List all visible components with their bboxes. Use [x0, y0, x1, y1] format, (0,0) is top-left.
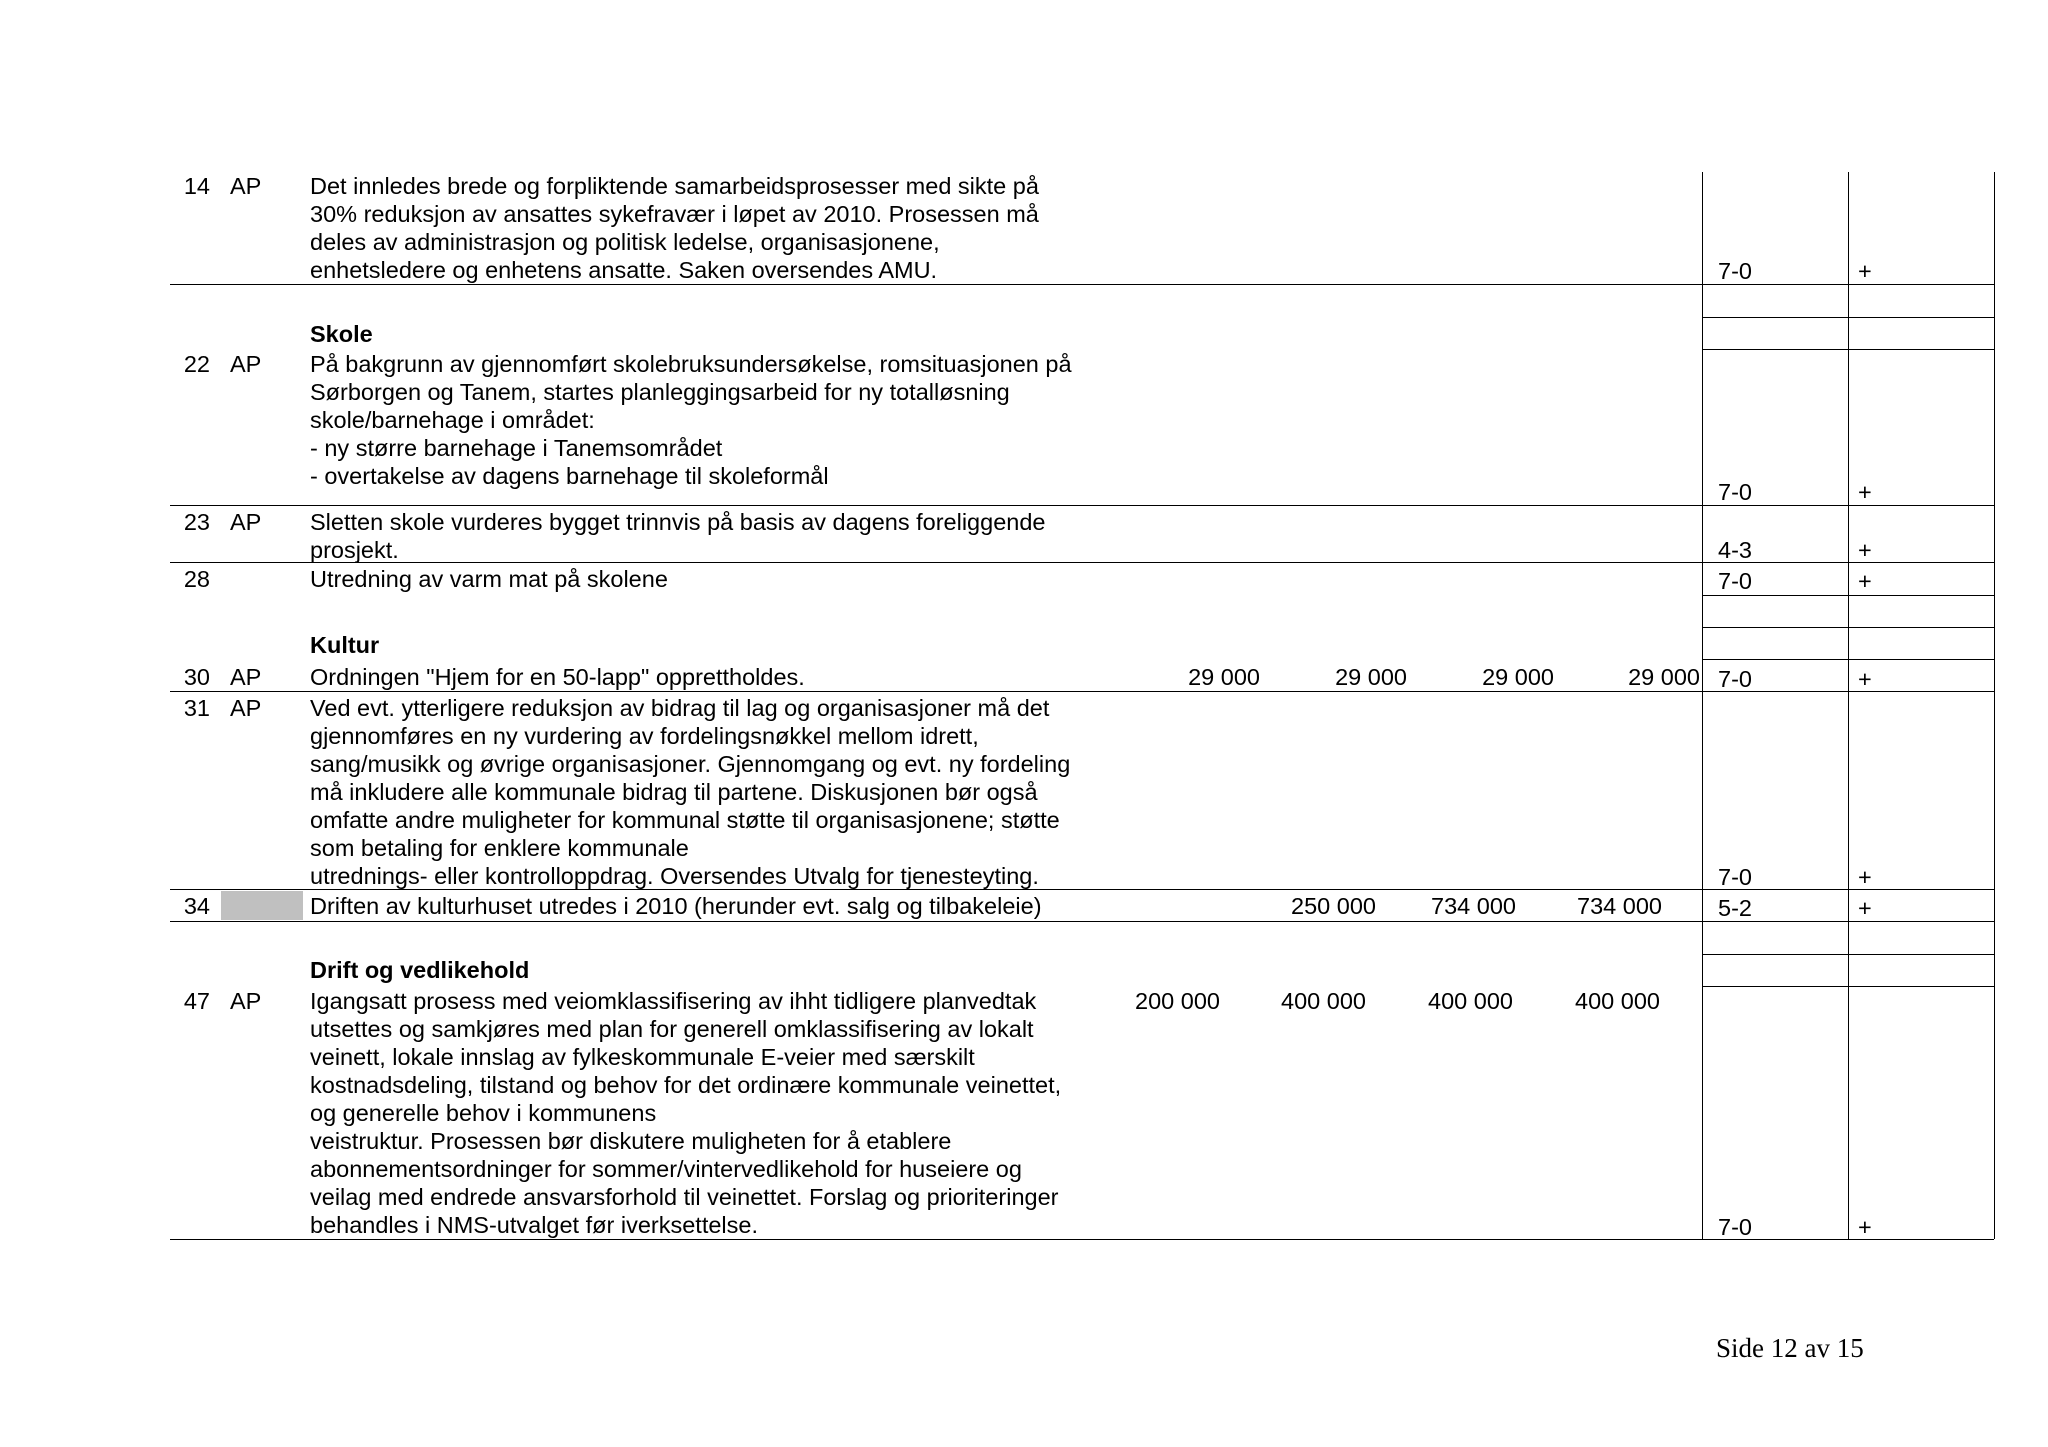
outcome-mark: +	[1858, 895, 1872, 921]
row-text-line: veinett, lokale innslag av fylkeskommunale E-veier med særskilt	[310, 1044, 975, 1070]
amount-2011: 250 000	[1291, 893, 1376, 919]
row-number: 22	[183, 351, 210, 377]
amount-2013: 29 000	[1628, 664, 1700, 690]
outcome-mark: +	[1858, 864, 1872, 890]
row-number: 47	[183, 988, 210, 1014]
row-text-line: deles av administrasjon og politisk ledelse, organisasjonene,	[310, 229, 940, 255]
row-text-line: Ved evt. ytterligere reduksjon av bidrag til lag og organisasjoner må det	[310, 695, 1050, 721]
section-heading-skole: Skole	[310, 321, 373, 347]
row-text-line: veistruktur. Prosessen bør diskutere muligheten for å etablere	[310, 1128, 952, 1154]
vote-result: 4-3	[1718, 537, 1752, 563]
party-label: AP	[230, 695, 262, 721]
row-number: 14	[183, 173, 210, 199]
row-text-line: På bakgrunn av gjennomført skolebruksundersøkelse, romsituasjonen på	[310, 351, 1072, 377]
vote-result: 7-0	[1718, 666, 1752, 692]
row-text-line: Utredning av varm mat på skolene	[310, 566, 668, 592]
row-text-line: som betaling for enklere kommunale	[310, 835, 689, 861]
amount-2013: 400 000	[1575, 988, 1660, 1014]
row-text-line: abonnementsordninger for sommer/vintervedlikehold for huseiere og	[310, 1156, 1022, 1182]
party-label: AP	[230, 509, 262, 535]
row-text-line: gjennomføres en ny vurdering av fordelingsnøkkel mellom idrett,	[310, 723, 979, 749]
vote-result: 7-0	[1718, 568, 1752, 594]
row-text-line: - ny større barnehage i Tanemsområdet	[310, 435, 723, 461]
outcome-mark: +	[1858, 479, 1872, 505]
amount-2010: 29 000	[1188, 664, 1260, 690]
column-divider	[1994, 172, 1995, 1239]
row-text-line: utsettes og samkjøres med plan for generell omklassifisering av lokalt	[310, 1016, 1034, 1042]
vote-result: 5-2	[1718, 895, 1752, 921]
row-number: 23	[183, 509, 210, 535]
row-text-line: må inkludere alle kommunale bidrag til partene. Diskusjonen bør også	[310, 779, 1038, 805]
outcome-mark: +	[1858, 537, 1872, 563]
row-text-line: veilag med endrede ansvarsforhold til veinettet. Forslag og prioriteringer	[310, 1184, 1059, 1210]
amount-2012: 734 000	[1431, 893, 1516, 919]
outcome-mark: +	[1858, 258, 1872, 284]
row-text-line: Ordningen "Hjem for en 50-lapp" opprettholdes.	[310, 664, 805, 690]
column-divider	[1702, 172, 1703, 1239]
outcome-mark: +	[1858, 1214, 1872, 1240]
row-text-line: enhetsledere og enhetens ansatte. Saken oversendes AMU.	[310, 257, 938, 283]
column-divider	[1848, 172, 1849, 1239]
vote-result: 7-0	[1718, 864, 1752, 890]
row-text-line: - overtakelse av dagens barnehage til skoleformål	[310, 463, 829, 489]
row-number: 28	[183, 566, 210, 592]
row-text-line: prosjekt.	[310, 537, 399, 563]
party-label: AP	[230, 988, 262, 1014]
row-text-line: Det innledes brede og forpliktende samarbeidsprosesser med sikte på	[310, 173, 1039, 199]
shaded-cell	[221, 891, 303, 920]
party-label: AP	[230, 173, 262, 199]
row-number: 30	[183, 664, 210, 690]
row-text-line: sang/musikk og øvrige organisasjoner. Gjennomgang og evt. ny fordeling	[310, 751, 1071, 777]
party-label: AP	[230, 351, 262, 377]
amount-2011: 29 000	[1335, 664, 1407, 690]
row-text-line: Igangsatt prosess med veiomklassifisering av ihht tidligere planvedtak	[310, 988, 1037, 1014]
section-heading-kultur: Kultur	[310, 632, 380, 658]
row-text-line: behandles i NMS-utvalget før iverksettelse.	[310, 1212, 758, 1238]
row-text-line: Sletten skole vurderes bygget trinnvis på basis av dagens foreliggende	[310, 509, 1046, 535]
vote-result: 7-0	[1718, 1214, 1752, 1240]
row-number: 31	[183, 695, 210, 721]
section-heading-drift: Drift og vedlikehold	[310, 957, 530, 983]
row-text-line: Sørborgen og Tanem, startes planleggingsarbeid for ny totalløsning	[310, 379, 1010, 405]
vote-result: 7-0	[1718, 479, 1752, 505]
amount-2013: 734 000	[1577, 893, 1662, 919]
row-text-line: og generelle behov i kommunens	[310, 1100, 657, 1126]
amount-2012: 29 000	[1482, 664, 1554, 690]
party-label: AP	[230, 664, 262, 690]
amount-2011: 400 000	[1281, 988, 1366, 1014]
row-text-line: 30% reduksjon av ansattes sykefravær i løpet av 2010. Prosessen må	[310, 201, 1039, 227]
row-text-line: skole/barnehage i området:	[310, 407, 595, 433]
outcome-mark: +	[1858, 568, 1872, 594]
page-number: Side 12 av 15	[1716, 1333, 1864, 1363]
row-number: 34	[183, 893, 210, 919]
outcome-mark: +	[1858, 666, 1872, 692]
row-text-line: Driften av kulturhuset utredes i 2010 (herunder evt. salg og tilbakeleie)	[310, 893, 1042, 919]
amount-2010: 200 000	[1135, 988, 1220, 1014]
vote-result: 7-0	[1718, 258, 1752, 284]
row-text-line: kostnadsdeling, tilstand og behov for det ordinære kommunale veinettet,	[310, 1072, 1062, 1098]
row-text-line: utrednings- eller kontrolloppdrag. Oversendes Utvalg for tjenesteyting.	[310, 863, 1039, 889]
amount-2012: 400 000	[1428, 988, 1513, 1014]
row-text-line: omfatte andre muligheter for kommunal støtte til organisasjonene; støtte	[310, 807, 1060, 833]
